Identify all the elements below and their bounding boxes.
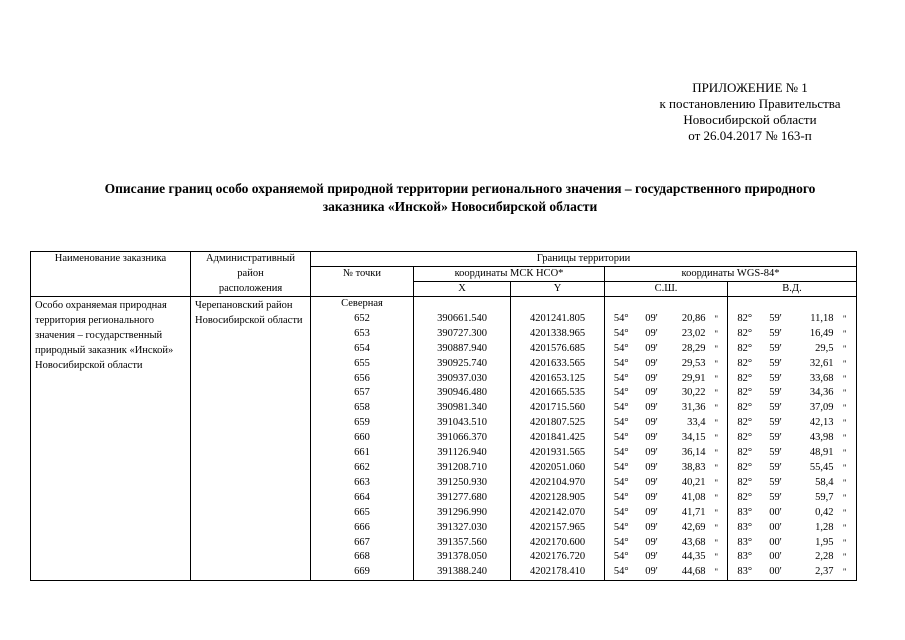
lon-minutes: 59' [769,447,782,459]
lat-seconds-mark: " [706,565,728,580]
lon-seconds-mark: " [834,476,857,491]
lon-seconds-mark: " [834,372,857,387]
point-number: 657 [311,386,414,401]
lat-degrees: 54° [605,565,638,580]
lon-seconds-mark: " [834,357,857,372]
lat-seconds: 41,71 [681,506,706,518]
coord-x: 390937.030 [414,372,511,387]
coord-x: 391388.240 [414,565,511,580]
lat-degrees: 54° [613,432,629,444]
lat-degrees: 54° [613,327,629,339]
lon-minutes: 00' [769,551,782,563]
admin-district-cell: Черепановский район Новосибирской области [191,297,311,581]
coord-y: 4201338.965 [511,327,605,342]
lon-seconds: 0,42 [815,506,834,518]
coord-y: 4201665.535 [511,386,605,401]
lon-degrees: 83° [737,536,753,548]
lat-minutes: 09' [645,312,658,324]
lon-seconds-mark: " [834,386,857,401]
lon-degrees: 82° [737,387,753,399]
header-msk: координаты МСК НСО* [414,267,605,282]
lon-seconds-mark: " [834,342,857,357]
lat-minutes: 09' [645,476,658,488]
lat-degrees: 54° [613,417,629,429]
lat-degrees: 54° [613,357,629,369]
lon-minutes: 59' [769,461,782,473]
header-admin-line2: район [191,267,311,282]
coord-y: 4201576.685 [511,342,605,357]
lat-seconds: 40,21 [681,476,706,488]
lat-minutes: 09' [645,551,658,563]
lon-degrees: 82° [737,357,753,369]
coord-x: 391126.940 [414,446,511,461]
lon-seconds: 16,49 [809,327,834,339]
lon-minutes: 59' [769,312,782,324]
lon-degrees: 83° [728,565,762,580]
point-number: 663 [311,476,414,491]
coord-y: 4201931.565 [511,446,605,461]
lon-seconds-mark: " [834,327,857,342]
coord-y: 4202051.060 [511,461,605,476]
lat-minutes: 09' [645,417,658,429]
lat-seconds-mark: " [706,461,728,476]
lon-seconds-mark: " [834,312,857,327]
coord-y: 4201715.560 [511,401,605,416]
point-number: 656 [311,372,414,387]
point-number: 659 [311,416,414,431]
lat-seconds: 43,68 [681,536,706,548]
lat-minutes: 09' [645,506,658,518]
lon-minutes: 59' [769,387,782,399]
lon-minutes: 59' [769,372,782,384]
lon-degrees: 82° [737,372,753,384]
coord-x: 391357.560 [414,536,511,551]
lon-seconds: 11,18 [810,312,834,324]
header-y: Y [511,282,605,297]
lon-minutes: 59' [769,357,782,369]
lat-seconds-mark: " [706,506,728,521]
boundary-table [30,251,857,581]
lon-seconds: 32,61 [809,357,834,369]
lon-seconds: 33,68 [809,372,834,384]
point-number: 662 [311,461,414,476]
lat-seconds-mark: " [706,491,728,506]
coord-x: 391066.370 [414,431,511,446]
lon-degrees: 83° [737,521,753,533]
point-number: 668 [311,550,414,565]
lon-minutes: 00' [769,506,782,518]
lat-minutes: 09' [645,402,658,414]
lat-seconds: 23,02 [681,327,706,339]
point-number: 655 [311,357,414,372]
lat-seconds: 30,22 [681,387,706,399]
header-borders: Границы территории [311,252,857,267]
lat-seconds: 33,4 [687,417,706,429]
lon-degrees: 82° [737,312,753,324]
lon-seconds-mark: " [834,506,857,521]
lat-seconds: 41,08 [681,491,706,503]
lat-seconds-mark: " [706,476,728,491]
section-label: Северная [311,297,414,312]
lon-seconds: 37,09 [809,402,834,414]
coord-y: 4202176.720 [511,550,605,565]
lat-seconds: 36,14 [681,447,706,459]
lat-seconds: 42,69 [681,521,706,533]
coord-y: 4201841.425 [511,431,605,446]
lat-seconds-mark: " [706,372,728,387]
lat-seconds-mark: " [706,431,728,446]
lat-seconds-mark: " [706,342,728,357]
reserve-name-cell: Особо охраняемая природная территория регионального значения – государственный природный заказник «Инской» Новосибирской области [31,297,191,581]
lat-degrees: 54° [613,536,629,548]
lat-minutes: 09' [645,387,658,399]
appendix-region: Новосибирской области [683,112,817,127]
lat-minutes: 09' [645,536,658,548]
point-number: 665 [311,506,414,521]
lat-degrees: 54° [613,402,629,414]
coord-x: 391327.030 [414,521,511,536]
lat-seconds-mark: " [706,401,728,416]
lon-seconds: 29,5 [815,342,834,354]
lon-minutes: 59' [769,417,782,429]
coord-x: 390661.540 [414,312,511,327]
lat-seconds: 20,86 [681,312,706,324]
lat-seconds: 38,83 [681,461,706,473]
coord-y: 4202157.965 [511,521,605,536]
lat-seconds: 34,15 [681,432,706,444]
header-admin-line3: расположения [191,282,311,297]
lon-degrees: 82° [737,402,753,414]
lat-seconds-mark: " [706,386,728,401]
lon-minutes: 00' [769,521,782,533]
lon-degrees: 82° [737,342,753,354]
lon-seconds: 1,95 [815,536,834,548]
coord-y: 4201241.805 [511,312,605,327]
coord-y: 4202128.905 [511,491,605,506]
header-point-no: № точки [311,267,414,297]
appendix-number: ПРИЛОЖЕНИЕ № 1 [692,80,808,95]
lon-seconds-mark: " [834,521,857,536]
lat-minutes: 09' [645,491,658,503]
coord-x: 390946.480 [414,386,511,401]
coord-x: 390887.940 [414,342,511,357]
lon-minutes: 59' [769,491,782,503]
lat-degrees: 54° [613,491,629,503]
lon-minutes: 00' [769,536,782,548]
appendix-header [600,80,900,144]
lat-seconds-mark: " [706,357,728,372]
lat-seconds: 31,36 [681,402,706,414]
coord-x: 391378.050 [414,550,511,565]
lon-minutes: 59' [769,327,782,339]
coord-y: 4202142.070 [511,506,605,521]
lon-minutes: 00' [762,565,790,580]
coord-y: 4201653.125 [511,372,605,387]
lat-seconds: 44,68 [666,565,706,580]
lat-degrees: 54° [613,506,629,518]
point-number: 666 [311,521,414,536]
document-title [40,180,880,216]
lat-degrees: 54° [613,521,629,533]
header-admin-line1: Административный [191,252,311,267]
lat-seconds: 29,53 [681,357,706,369]
header-wgs: координаты WGS-84* [605,267,857,282]
lon-degrees: 82° [737,447,753,459]
lon-degrees: 83° [737,506,753,518]
lat-degrees: 54° [613,551,629,563]
title-line-2: заказника «Инской» Новосибирской области [322,199,598,214]
lat-seconds-mark: " [706,416,728,431]
lat-degrees: 54° [613,372,629,384]
lon-seconds: 58,4 [815,476,834,488]
lat-seconds-mark: " [706,521,728,536]
lat-seconds-mark: " [706,446,728,461]
lon-seconds: 43,98 [809,432,834,444]
lat-minutes: 09' [645,327,658,339]
lat-seconds: 44,35 [681,551,706,563]
lat-seconds-mark: " [706,312,728,327]
lat-degrees: 54° [613,447,629,459]
lat-seconds-mark: " [706,536,728,551]
lat-degrees: 54° [613,312,629,324]
coord-y: 4201633.565 [511,357,605,372]
coord-x: 390925.740 [414,357,511,372]
lat-seconds: 29,91 [681,372,706,384]
lon-degrees: 83° [737,551,753,563]
lon-seconds: 48,91 [809,447,834,459]
coord-x: 391296.990 [414,506,511,521]
lon-seconds-mark: " [834,536,857,551]
lon-seconds: 59,7 [815,491,834,503]
coord-y: 4202178.410 [511,565,605,580]
lon-seconds-mark: " [834,461,857,476]
coord-x: 390981.340 [414,401,511,416]
point-number: 664 [311,491,414,506]
lat-degrees: 54° [613,461,629,473]
header-lat: С.Ш. [605,282,728,297]
lat-minutes: 09' [645,372,658,384]
point-number: 658 [311,401,414,416]
lon-degrees: 82° [737,327,753,339]
appendix-resolution: к постановлению Правительства [659,96,841,111]
point-number: 669 [311,565,414,580]
header-name: Наименование заказника [31,252,191,297]
coord-x: 391250.930 [414,476,511,491]
coord-y: 4201807.525 [511,416,605,431]
point-number: 653 [311,327,414,342]
lon-minutes: 59' [769,432,782,444]
lat-minutes: 09' [645,342,658,354]
lon-degrees: 82° [737,476,753,488]
lat-minutes: 09' [645,357,658,369]
appendix-date: от 26.04.2017 № 163-п [688,128,812,143]
lon-degrees: 82° [737,432,753,444]
coord-y: 4202170.600 [511,536,605,551]
lon-seconds: 2,28 [815,551,834,563]
lat-minutes: 09' [645,447,658,459]
lon-seconds-mark: " [834,565,857,580]
lat-degrees: 54° [613,342,629,354]
lat-minutes: 09' [638,565,666,580]
point-number: 667 [311,536,414,551]
title-line-1: Описание границ особо охраняемой природной территории регионального значения – государственного природного [104,181,816,196]
lon-degrees: 82° [737,461,753,473]
lat-degrees: 54° [613,476,629,488]
lon-seconds: 42,13 [809,417,834,429]
lon-seconds-mark: " [834,491,857,506]
coord-y: 4202104.970 [511,476,605,491]
point-number: 660 [311,431,414,446]
lon-seconds: 1,28 [815,521,834,533]
lon-seconds-mark: " [834,446,857,461]
point-number: 652 [311,312,414,327]
lat-minutes: 09' [645,521,658,533]
lon-seconds: 2,37 [790,565,834,580]
lon-seconds: 55,45 [809,461,834,473]
lon-seconds: 34,36 [809,387,834,399]
lat-degrees: 54° [613,387,629,399]
lat-minutes: 09' [645,432,658,444]
lat-seconds: 28,29 [681,342,706,354]
lon-seconds-mark: " [834,550,857,565]
lat-seconds-mark: " [706,327,728,342]
lat-minutes: 09' [645,461,658,473]
coord-x: 391277.680 [414,491,511,506]
lat-seconds-mark: " [706,550,728,565]
lon-minutes: 59' [769,402,782,414]
point-number: 661 [311,446,414,461]
lon-minutes: 59' [769,476,782,488]
point-number: 654 [311,342,414,357]
header-lon: В.Д. [728,282,857,297]
lon-degrees: 82° [737,491,753,503]
lon-seconds-mark: " [834,401,857,416]
lon-minutes: 59' [769,342,782,354]
coord-x: 390727.300 [414,327,511,342]
coord-x: 391208.710 [414,461,511,476]
lon-seconds-mark: " [834,416,857,431]
lon-seconds-mark: " [834,431,857,446]
lon-degrees: 82° [737,417,753,429]
coord-x: 391043.510 [414,416,511,431]
header-x: X [414,282,511,297]
